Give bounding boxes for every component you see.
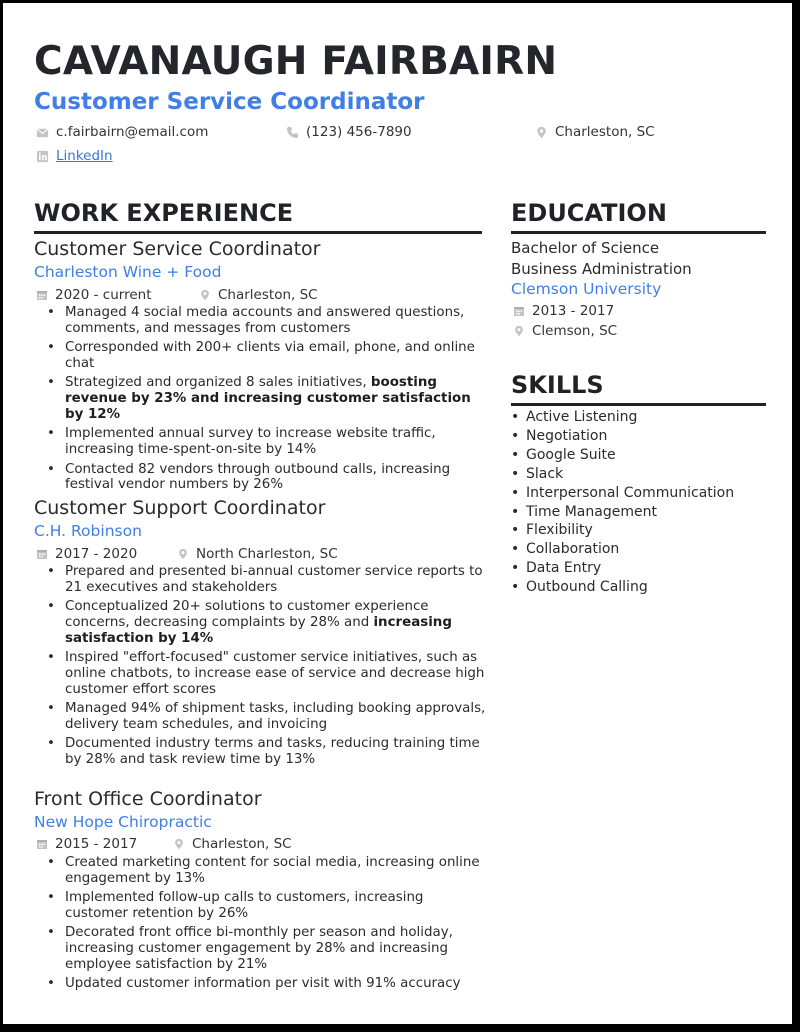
job-bullets: [34, 855, 486, 996]
job-dates: [36, 546, 137, 562]
dates-text: 2017 - 2020: [55, 546, 138, 562]
job-title: Customer Service Coordinator: [34, 238, 321, 260]
job-bullets: [34, 305, 486, 497]
company-name: C.H. Robinson: [34, 522, 142, 540]
job-title: Front Office Coordinator: [34, 788, 262, 810]
job-dates: [36, 836, 137, 852]
bullet-item: • Corresponded with 200+ clients via email, phone, and online chat: [34, 340, 486, 372]
candidate-name: CAVANAUGH FAIRBAIRN: [34, 39, 558, 84]
job-dates: [36, 287, 152, 303]
map-pin-icon: [513, 325, 525, 337]
bullet-highlight: increasing satisfaction by 14%: [65, 614, 452, 646]
linkedin-link[interactable]: LinkedIn: [56, 148, 113, 164]
skills-heading: SKILLS: [511, 371, 604, 399]
dates-text: 2015 - 2017: [55, 836, 138, 852]
bullet-item: • Managed 4 social media accounts and answered questions, comments, and messages from customers: [34, 305, 486, 337]
bullet-item: • Updated customer information per visit with 91% accuracy: [34, 976, 486, 992]
map-pin-icon: [535, 126, 548, 139]
bullet-item: • Managed 94% of shipment tasks, including booking approvals, delivery team schedules, and invoicing: [34, 701, 486, 733]
phone-icon: [286, 126, 299, 139]
major: Business Administration: [511, 260, 692, 278]
candidate-title: Customer Service Coordinator: [34, 89, 425, 115]
location-text: Charleston, SC: [555, 124, 655, 140]
skill-item: • Google Suite: [511, 446, 766, 465]
job-title: Customer Support Coordinator: [34, 497, 326, 519]
skill-item: • Flexibility: [511, 521, 766, 540]
job-location: [199, 287, 318, 303]
skill-item: • Time Management: [511, 503, 766, 522]
bullet-text: Conceptualized 20+ solutions to customer experience concerns, decreasing complaints by 28% and: [65, 599, 429, 630]
map-pin-icon: [173, 838, 185, 850]
contact-linkedin: [36, 148, 113, 164]
education-dates: [513, 303, 614, 319]
skill-item: • Collaboration: [511, 540, 766, 559]
linkedin-icon: [36, 150, 49, 163]
school-name: Clemson University: [511, 280, 662, 298]
bullet-item: • Documented industry terms and tasks, reducing training time by 28% and task review time by 13%: [34, 736, 486, 768]
skill-item: • Outbound Calling: [511, 578, 766, 597]
bullet-item: • Inspired "effort-focused" customer service initiatives, such as online chatbots, to increase ease of service and decrease high customer effort scores: [34, 650, 486, 697]
bullet-item: • Implemented annual survey to increase website traffic, increasing time-spent-on-site by 14%: [34, 426, 486, 458]
company-name: New Hope Chiropractic: [34, 813, 212, 831]
bullet-highlight: boosting revenue by 23% and increasing customer satisfaction by 12%: [65, 375, 471, 422]
contact-email: [36, 124, 208, 140]
education-location: [513, 323, 617, 339]
job-location: [173, 836, 292, 852]
calendar-icon: [513, 305, 525, 317]
skills-list: [511, 408, 766, 597]
bullet-item: [34, 375, 486, 422]
bullet-item: • Implemented follow-up calls to customers, increasing customer retention by 26%: [34, 890, 486, 922]
location-text: North Charleston, SC: [196, 546, 338, 562]
skill-item: • Negotiation: [511, 427, 766, 446]
bullet-item: • Created marketing content for social media, increasing online engagement by 13%: [34, 855, 486, 887]
company-name: Charleston Wine + Food: [34, 263, 222, 281]
envelope-icon: [36, 126, 49, 139]
map-pin-icon: [199, 289, 211, 301]
contact-phone: [286, 124, 412, 140]
education-heading: EDUCATION: [511, 199, 667, 227]
job-bullets: [34, 564, 486, 772]
resume-page: [3, 3, 792, 1024]
location-text: Clemson, SC: [532, 323, 618, 339]
skill-item: • Data Entry: [511, 559, 766, 578]
bullet-item: • Decorated front office bi-monthly per season and holiday, increasing customer engagement by 28% and increasing employee satisfaction by 21%: [34, 925, 486, 972]
bullet-item: • Prepared and presented bi-annual customer service reports to 21 executives and stakeholders: [34, 564, 486, 596]
skill-item: • Interpersonal Communication: [511, 484, 766, 503]
contact-location: [535, 124, 655, 140]
bullet-text: Strategized and organized 8 sales initiatives,: [65, 375, 371, 391]
section-divider: [34, 231, 482, 234]
calendar-icon: [36, 289, 48, 301]
degree: Bachelor of Science: [511, 239, 660, 257]
map-pin-icon: [177, 548, 189, 560]
bullet-item: • Contacted 82 vendors through outbound calls, increasing festival vendor numbers by 26%: [34, 462, 486, 494]
calendar-icon: [36, 838, 48, 850]
job-location: [177, 546, 338, 562]
dates-text: 2020 - current: [55, 287, 152, 303]
phone-text: (123) 456-7890: [306, 124, 412, 140]
location-text: Charleston, SC: [218, 287, 318, 303]
dates-text: 2013 - 2017: [532, 303, 615, 319]
skill-item: • Active Listening: [511, 408, 766, 427]
location-text: Charleston, SC: [192, 836, 292, 852]
work-experience-heading: WORK EXPERIENCE: [34, 199, 294, 227]
skill-item: • Slack: [511, 465, 766, 484]
bullet-item: [34, 599, 486, 646]
section-divider: [511, 231, 766, 234]
section-divider: [511, 403, 766, 406]
calendar-icon: [36, 548, 48, 560]
email-text[interactable]: c.fairbairn@email.com: [56, 124, 209, 140]
